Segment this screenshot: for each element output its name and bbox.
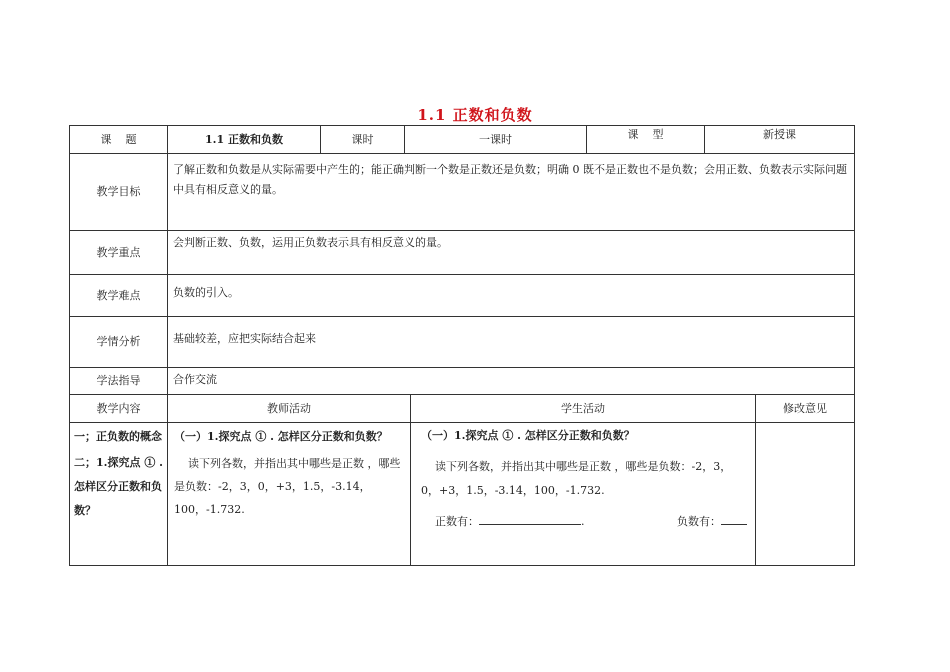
revise-cell <box>755 422 854 565</box>
document-title: 1.1 正数和负数 <box>417 106 533 124</box>
content-line-2: 二；1.探究点 ① . 怎样区分正数和负数？ <box>74 456 163 517</box>
difficult-label: 教学难点 <box>69 274 167 316</box>
type-value: 新授课 <box>704 125 854 153</box>
student-text: 读下列各数，并指出其中哪些是正数 ，哪些是负数：-2，3，0，+3，1.5，-3.14，100，-1.732. <box>421 460 732 497</box>
analysis-text: 基础较差，应把实际结合起来 <box>167 316 854 367</box>
positive-answer-blank[interactable] <box>479 512 581 525</box>
student-heading: （一）1.探究点 ① . 怎样区分正数和负数？ <box>421 429 635 442</box>
teacher-header: 教师活动 <box>167 394 410 422</box>
key-text: 会判断正数、负数，运用正负数表示具有相反意义的量。 <box>167 230 854 274</box>
answer-line <box>421 511 749 533</box>
goal-label: 教学目标 <box>69 153 167 230</box>
positive-label: 正数有： <box>435 515 479 528</box>
course-label: 课 题 <box>69 125 167 153</box>
type-label: 课 型 <box>586 125 704 153</box>
period-label: 课时 <box>320 125 404 153</box>
method-text: 合作交流 <box>167 367 854 394</box>
content-cell <box>69 422 167 565</box>
teacher-text: 读下列各数，并指出其中哪些是正数 ，哪些是负数：-2，3，0，+3，1.5，-3.14，100，-1.732. <box>174 457 401 516</box>
difficult-text: 负数的引入。 <box>167 274 854 316</box>
method-label: 学法指导 <box>69 367 167 394</box>
key-label: 教学重点 <box>69 230 167 274</box>
negative-label: 负数有： <box>677 515 721 528</box>
teacher-cell <box>167 422 410 565</box>
student-header: 学生活动 <box>410 394 755 422</box>
revise-header: 修改意见 <box>755 394 854 422</box>
student-cell <box>410 422 755 565</box>
negative-answer-blank[interactable] <box>721 512 747 525</box>
course-value: 1.1 正数和负数 <box>167 125 320 153</box>
analysis-label: 学情分析 <box>69 316 167 367</box>
teacher-heading: （一）1.探究点 ① . 怎样区分正数和负数？ <box>174 430 388 443</box>
period-value: 一课时 <box>404 125 586 153</box>
content-header: 教学内容 <box>69 394 167 422</box>
goal-text: 了解正数和负数是从实际需要中产生的；能正确判断一个数是正数还是负数；明确 0 既不是正数也不是负数；会用正数、负数表示实际问题中具有相反意义的量。 <box>167 153 854 230</box>
positive-end: . <box>581 515 585 528</box>
content-line-1: 一；正负数的概念 <box>74 430 162 443</box>
